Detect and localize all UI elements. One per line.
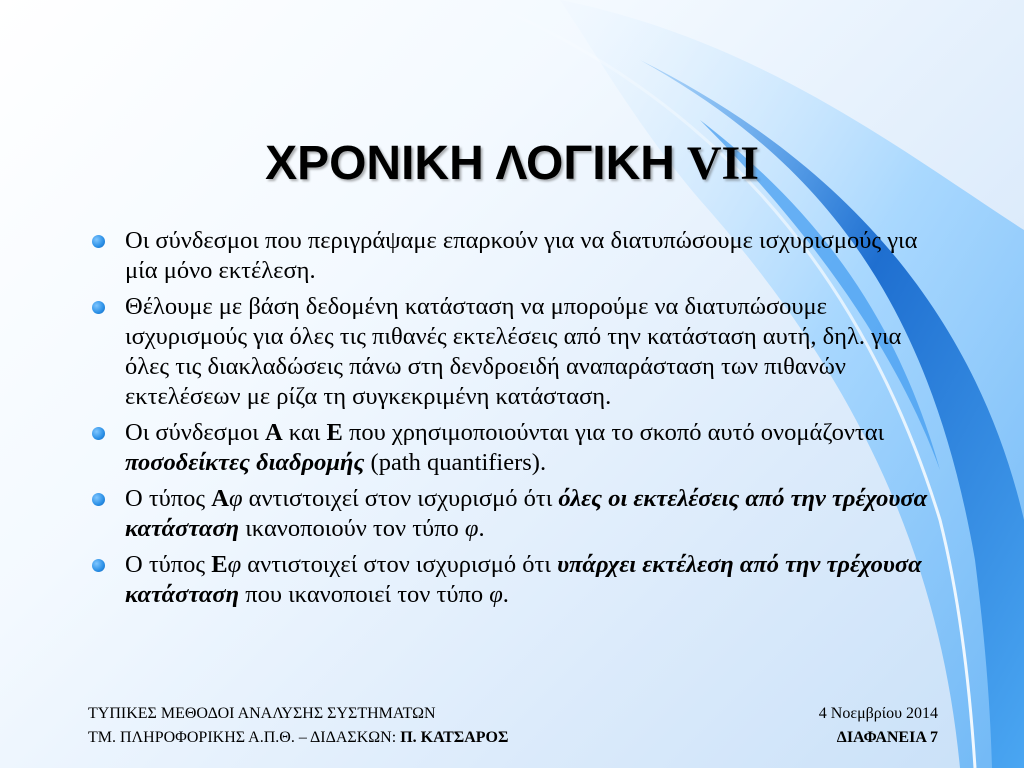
footer-instructor: Π. ΚΑΤΣΑΡΟΣ [400,729,509,746]
footer-slide-number: ΔΙΑΦΑΝΕΙΑ 7 [836,729,938,746]
slide-title [0,134,1024,194]
formula-phi: φ [464,515,479,542]
bullet-dot-icon [92,427,105,440]
bullet-dot-icon [92,301,105,314]
formula-phi: φ [227,551,242,578]
quantifier-e: E [326,419,343,446]
bullet-list [92,226,942,616]
bullet-item: Οι σύνδεσμοι A και E που χρησιμοποιούνται για το σκοπό αυτό ονομάζονται ποσοδείκτες διαδρομής (path quantifiers). [92,418,942,478]
bullet-item: Ο τύπος Aφ αντιστοιχεί στον ισχυρισμό ότι όλες οι εκτελέσεις από την τρέχουσα κατάσταση ικανοποιούν τον τύπο φ. [92,484,942,544]
bullet-item: Θέλουμε με βάση δεδομένη κατάσταση να μπορούμε να διατυπώσουμε ισχυρισμούς για όλες τις πιθανές εκτελέσεις από την κατάσταση αυτή, δηλ. για όλες τις διακλαδώσεις πάνω στη δενδροειδή αναπαράσταση των πιθανών εκτελέσεων με ρίζα τη συγκεκριμένη κατάσταση. [92,292,942,412]
formula-phi: φ [489,581,503,608]
formula-operator: A [211,485,229,512]
footer-date: 4 Νοεμβρίου 2014 [818,705,938,722]
emphasis-text: όλες οι εκτελέσεις από την τρέχουσα κατάσταση [125,485,928,542]
quantifier-a: A [264,419,283,446]
formula-operator: E [211,551,228,578]
footer-course: ΤΥΠΙΚΕΣ ΜΕΘΟΔΟΙ ΑΝΑΛΥΣΗΣ ΣΥΣΤΗΜΑΤΩΝ [88,705,436,722]
path-quantifiers-term: ποσοδείκτες διαδρομής [125,449,365,476]
bullet-dot-icon [92,235,105,248]
emphasis-text: υπάρχει εκτέλεση από την τρέχουσα κατάσταση [125,551,922,608]
bullet-item: Ο τύπος Eφ αντιστοιχεί στον ισχυρισμό ότι υπάρχει εκτέλεση από την τρέχουσα κατάσταση που ικανοποιεί τον τύπο φ. [92,550,942,610]
title-numeral: VII [686,137,759,191]
bullet-item: Οι σύνδεσμοι που περιγράψαμε επαρκούν για να διατυπώσουμε ισχυρισμούς για μία μόνο εκτέλεση. [92,226,942,286]
bullet-dot-icon [92,559,105,572]
title-main: ΧΡΟΝΙΚΗ ΛΟΓΙΚΗ [265,137,675,191]
formula-phi: φ [228,485,243,512]
bullet-dot-icon [92,493,105,506]
footer-dept: ΤΜ. ΠΛΗΡΟΦΟΡΙΚΗΣ Α.Π.Θ. – ΔΙΔΑΣΚΩΝ: Π. ΚΑΤΣΑΡΟΣ [88,729,509,746]
